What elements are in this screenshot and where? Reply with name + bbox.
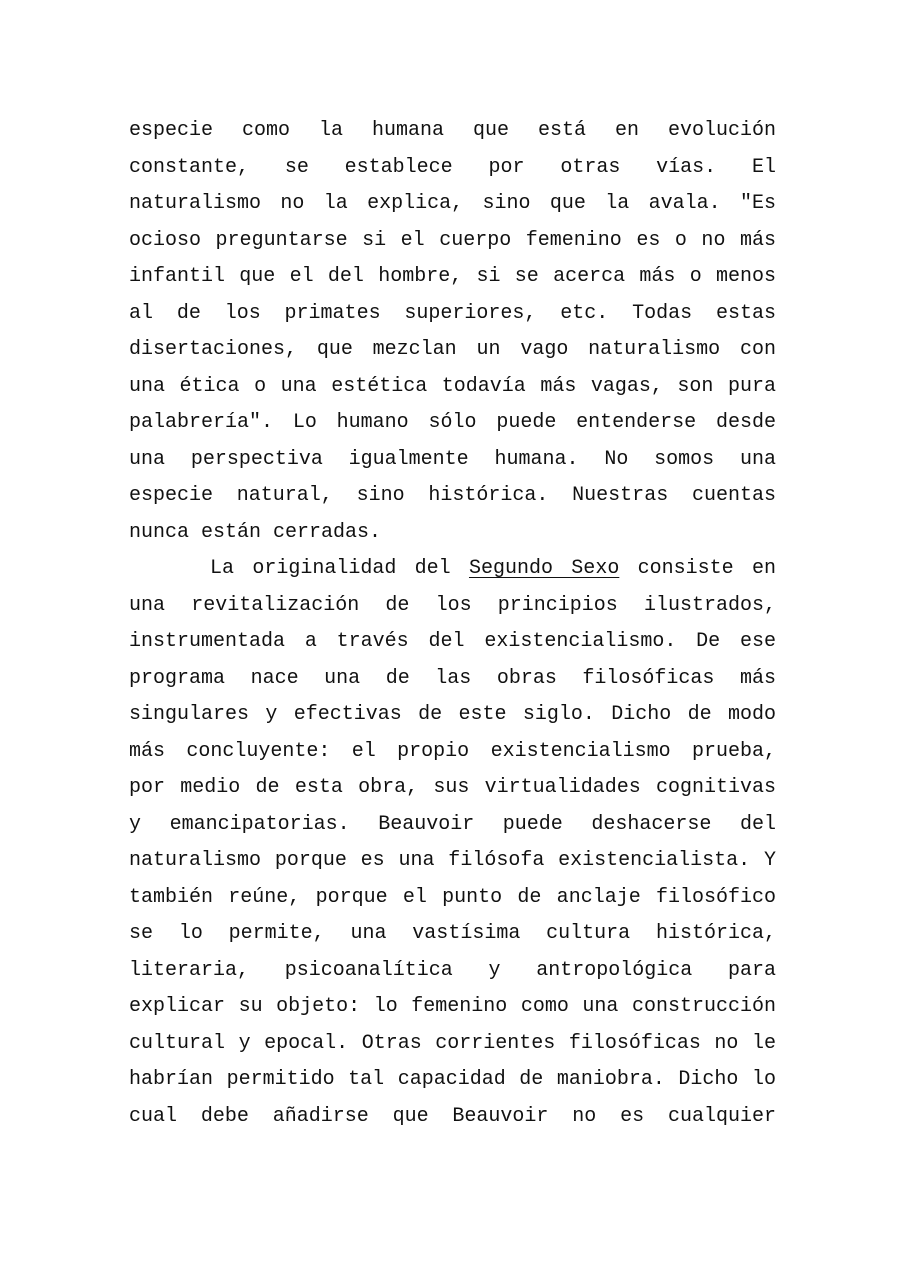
text-line: literaria, psicoanalítica y antropológica para	[129, 958, 776, 982]
text-line: palabrería". Lo humano sólo puede entenderse desde	[129, 411, 776, 434]
paragraph-1	[129, 113, 776, 551]
text-line: cultural y epocal. Otras corrientes filosóficas no le	[129, 1031, 776, 1055]
text-line: naturalismo no la explica, sino que la avala. "Es	[129, 192, 776, 215]
body-text	[129, 113, 776, 1135]
text-line: al de los primates superiores, etc. Todas estas	[129, 301, 776, 325]
text-line: una ética o una estética todavía más vagas, son pura	[129, 374, 776, 398]
text-line: disertaciones, que mezclan un vago naturalismo con	[129, 338, 776, 361]
text-line: más concluyente: el propio existencialismo prueba,	[129, 739, 776, 763]
text-line: constante, se establece por otras vías. El	[129, 155, 776, 179]
text-line: se lo permite, una vastísima cultura histórica,	[129, 922, 776, 945]
text-line: una perspectiva igualmente humana. No somos una	[129, 447, 776, 471]
text-line: también reúne, porque el punto de anclaje filosófico	[129, 885, 776, 909]
text-line: habrían permitido tal capacidad de maniobra. Dicho lo	[129, 1068, 776, 1091]
paragraph-2	[129, 551, 776, 1135]
text-line: y emancipatorias. Beauvoir puede deshacerse del	[129, 812, 776, 836]
text-line: nunca están cerradas.	[129, 520, 382, 544]
text-line: explicar su objeto: lo femenino como una construcción	[129, 995, 776, 1018]
text-line: por medio de esta obra, sus virtualidades cognitivas	[129, 776, 776, 799]
text-fragment: consiste en	[637, 557, 776, 580]
text-line: instrumentada a través del existencialismo. De ese	[129, 630, 776, 653]
text-fragment: La originalidad del	[210, 557, 451, 580]
text-line: una revitalización de los principios ilustrados,	[129, 593, 776, 617]
text-line: ocioso preguntarse si el cuerpo femenino es o no más	[129, 228, 776, 252]
text-line: especie como la humana que está en evolución	[129, 119, 776, 142]
text-line: singulares y efectivas de este siglo. Dicho de modo	[129, 703, 776, 726]
text-line: naturalismo porque es una filósofa existencialista. Y	[129, 849, 776, 872]
text-line: programa nace una de las obras filosóficas más	[129, 666, 776, 690]
book-title-reference: Segundo Sexo	[468, 557, 620, 580]
text-line-indented	[129, 551, 776, 588]
text-line: cual debe añadirse que Beauvoir no es cualquier	[129, 1104, 776, 1128]
text-line: especie natural, sino histórica. Nuestras cuentas	[129, 484, 776, 507]
text-line: infantil que el del hombre, si se acerca más o menos	[129, 265, 776, 288]
